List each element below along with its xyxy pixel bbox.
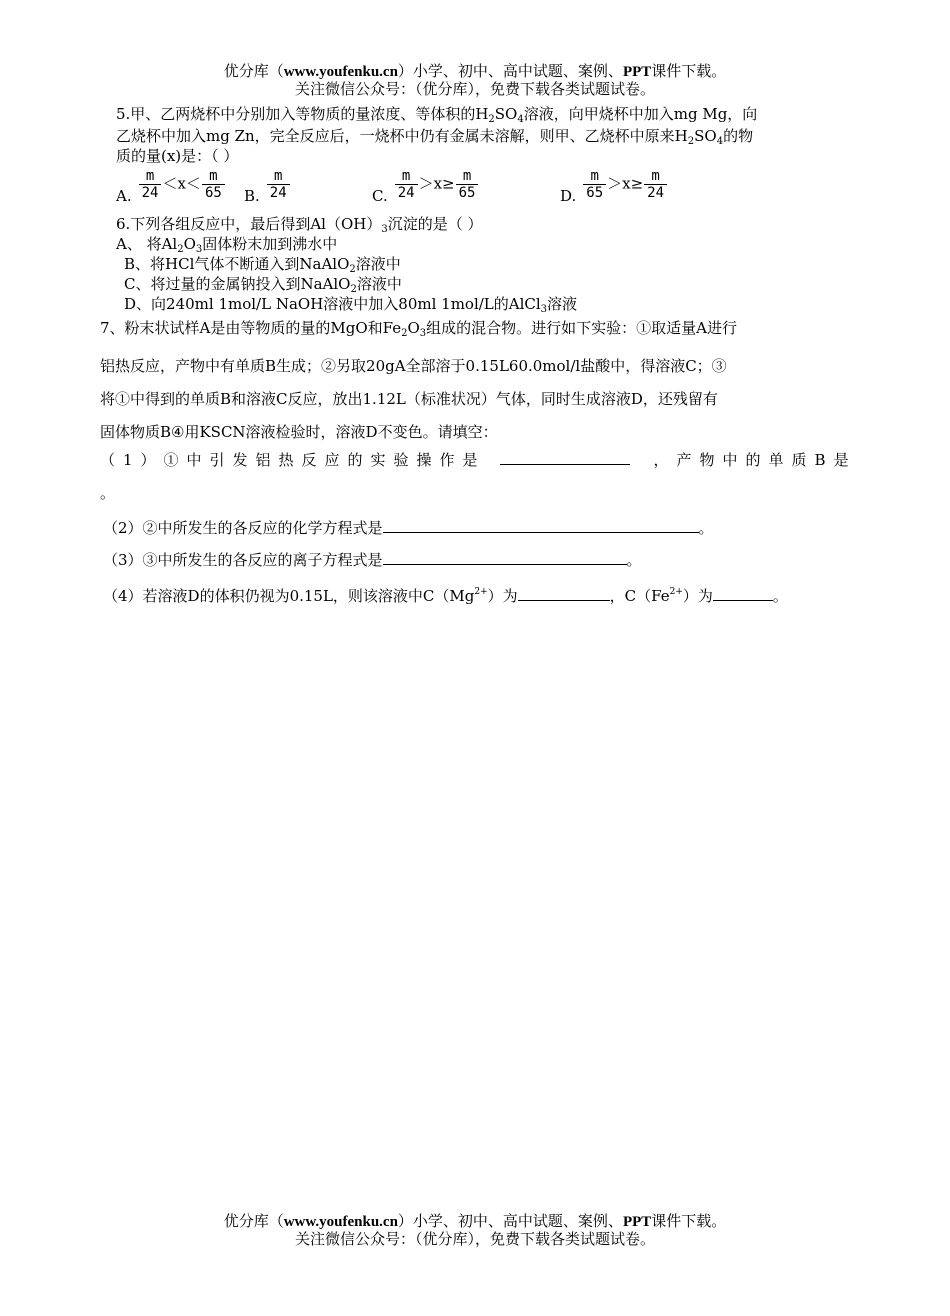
- denominator: 65: [586, 185, 604, 201]
- denominator: 24: [269, 185, 287, 201]
- answer-blank-3[interactable]: [383, 550, 627, 565]
- text: O: [183, 235, 196, 253]
- text: （2）②中所发生的各反应的化学方程式是: [103, 519, 383, 537]
- q7-part1-line: [100, 444, 857, 477]
- subscript: 2: [401, 328, 408, 339]
- q7-part4: [103, 582, 788, 606]
- text: 。: [626, 551, 642, 569]
- fraction: [644, 168, 667, 201]
- option-label: B.: [244, 187, 260, 205]
- footer-text: ）小学、初中、高中试题、案例、: [397, 1212, 623, 1230]
- header-text: 优分库（: [223, 62, 284, 80]
- fraction: [202, 168, 225, 201]
- numerator: m: [456, 168, 479, 185]
- subscript: 2: [350, 284, 357, 295]
- text: C、将过量的金属钠投入到NaAlO: [124, 275, 351, 293]
- text: 溶液中: [356, 275, 402, 293]
- fraction: [267, 168, 290, 201]
- footer-text: 优分库（: [223, 1212, 284, 1230]
- text: SO: [494, 105, 518, 123]
- page-header-line1: [0, 62, 950, 81]
- option-label: D.: [560, 187, 577, 205]
- subscript: 3: [540, 304, 548, 315]
- text: ）为: [487, 587, 518, 605]
- text: O: [407, 319, 420, 337]
- answer-blank-4[interactable]: [518, 586, 610, 601]
- q7-line1: [100, 312, 852, 350]
- option-c: [372, 168, 479, 205]
- superscript: 2+: [669, 587, 683, 597]
- subscript: 3: [419, 328, 427, 339]
- subscript: 4: [517, 114, 524, 125]
- numerator: m: [202, 168, 225, 185]
- text: 溶液: [547, 295, 578, 313]
- header-site: www.youfenku.cn: [283, 64, 398, 80]
- relation: ＜x＜: [162, 174, 201, 193]
- answer-blank-5[interactable]: [713, 586, 773, 601]
- text: ）为: [682, 587, 713, 605]
- fraction: [395, 168, 418, 201]
- option-label: A.: [116, 187, 132, 205]
- text: 。: [698, 519, 714, 537]
- relation: ＞x≥: [607, 174, 644, 193]
- answer-blank-2[interactable]: [383, 518, 699, 533]
- text: 6.下列各组反应中，最后得到Al（OH）: [116, 215, 382, 233]
- text: 乙烧杯中加入mg Zn，完全反应后，一烧杯中仍有金属未溶解，则甲、乙烧杯中原来H: [116, 127, 688, 145]
- denominator: 24: [141, 185, 159, 201]
- text: SO: [694, 127, 717, 145]
- text: 组成的混合物。进行如下实验：①取适量A进行: [426, 319, 738, 337]
- footer-site: www.youfenku.cn: [283, 1214, 398, 1230]
- option-a: [116, 168, 226, 205]
- option-d: [560, 168, 668, 205]
- numerator: m: [267, 168, 290, 185]
- subscript: 2: [349, 264, 356, 275]
- text: A、 将Al: [116, 235, 178, 253]
- numerator: m: [583, 168, 606, 185]
- denominator: 65: [204, 185, 222, 201]
- footer-text: 课件下载。: [651, 1212, 727, 1230]
- subscript: 2: [177, 244, 184, 255]
- text: （1）①中引发铝热反应的实验操作是: [100, 451, 486, 469]
- text: 。: [772, 587, 788, 605]
- text: D、向240ml 1mol/L NaOH溶液中加入80ml 1mol/L的AlCl: [124, 295, 541, 313]
- page-footer-line1: [0, 1212, 950, 1231]
- subscript: 3: [195, 244, 203, 255]
- fraction: [583, 168, 606, 201]
- q7-part2: [103, 518, 714, 538]
- numerator: m: [139, 168, 162, 185]
- text: ，C（Fe: [609, 587, 670, 605]
- q5-options: [116, 168, 836, 212]
- q7-line4: 固体物质B④用KSCN溶液检验时，溶液D不变色。请填空：: [100, 423, 498, 441]
- fraction: [139, 168, 162, 201]
- text: 7、粉末状试样A是由等物质的量的MgO和Fe: [100, 319, 402, 337]
- text: ，产物中的单质B是: [653, 451, 857, 469]
- relation: ＞x≥: [418, 174, 455, 193]
- header-text: ）小学、初中、高中试题、案例、: [397, 62, 623, 80]
- text: 5.甲、乙两烧杯中分别加入等物质的量浓度、等体积的H: [116, 105, 489, 123]
- subscript: 2: [687, 136, 695, 147]
- subscript: 4: [716, 136, 724, 147]
- footer-ppt: PPT: [622, 1214, 652, 1230]
- denominator: 65: [458, 185, 476, 201]
- text: （3）③中所发生的各反应的离子方程式是: [103, 551, 383, 569]
- text: 固体粉末加到沸水中: [202, 235, 338, 253]
- text: （4）若溶液D的体积仍视为0.15L，则该溶液中C（Mg: [103, 587, 475, 605]
- numerator: m: [395, 168, 418, 185]
- page-footer-line2: 关注微信公众号：（优分库），免费下载各类试题试卷。: [294, 1230, 655, 1248]
- text: 的物: [723, 127, 754, 145]
- option-b: [244, 168, 291, 205]
- q7-line3: 将①中得到的单质B和溶液C反应，放出1.12L（标准状况）气体，同时生成溶液D，还残留有: [100, 390, 718, 408]
- superscript: 2+: [474, 587, 488, 597]
- q7-stem: [100, 312, 852, 449]
- page-header-line2: 关注微信公众号：（优分库），免费下载各类试题试卷。: [294, 80, 655, 98]
- denominator: 24: [397, 185, 415, 201]
- text: 沉淀的是（ ）: [387, 215, 483, 233]
- answer-blank-1[interactable]: [500, 450, 630, 465]
- q5-line3: 质的量(x)是：（ ）: [116, 147, 239, 165]
- option-label: C.: [372, 187, 388, 205]
- header-ppt: PPT: [622, 64, 652, 80]
- text: 溶液，向甲烧杯中加入mg Mg，向: [523, 105, 758, 123]
- subscript: 3: [381, 224, 388, 235]
- header-text: 课件下载。: [651, 62, 727, 80]
- denominator: 24: [647, 185, 665, 201]
- subscript: 2: [488, 114, 495, 125]
- numerator: m: [644, 168, 667, 185]
- text: B、将HCl气体不断通入到NaAlO: [124, 255, 350, 273]
- fraction: [456, 168, 479, 201]
- q7-part1: [100, 444, 857, 510]
- q7-part3: [103, 550, 642, 570]
- q7-part1-end: 。: [100, 484, 116, 502]
- text: 溶液中: [355, 255, 401, 273]
- q7-line2: 铝热反应，产物中有单质B生成；②另取20gA全部溶于0.15L60.0mol/l盐酸中，得溶液C；③: [100, 357, 727, 375]
